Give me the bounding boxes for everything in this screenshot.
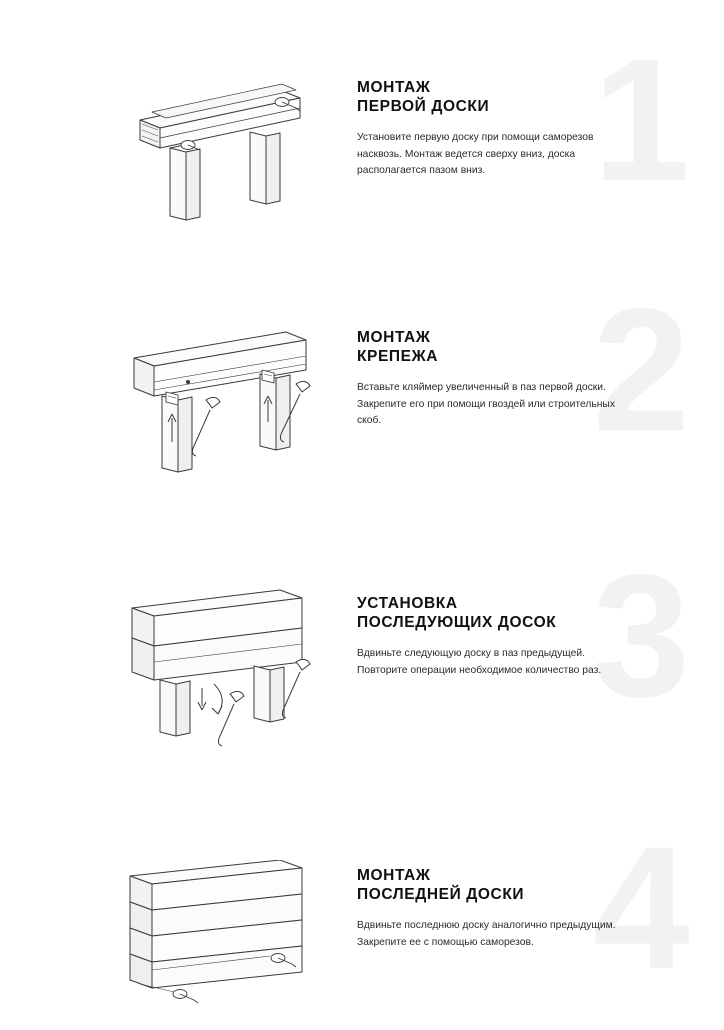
illustration-step-2: [110, 322, 335, 502]
step-2: [110, 242, 684, 502]
step-4-title: [357, 866, 678, 904]
step-4-text: [335, 811, 684, 1006]
step-3-body: Вдвиньте следующую доску в паз предыдущей. Повторите операции необходимое количество раз.: [357, 648, 602, 676]
step-1-title: [357, 78, 678, 116]
step-4-body: Вдвиньте последнюю доску аналогично предыдущим. Закрепите ее с помощью саморезов.: [357, 920, 616, 948]
step-1-text: [335, 23, 684, 218]
step-2-title-line1: МОНТАЖ: [357, 329, 431, 346]
step-3: [110, 502, 684, 768]
step-4-title-line2: ПОСЛЕДНЕЙ ДОСКИ: [357, 886, 525, 903]
illustration-step-1: [110, 72, 335, 242]
step-3-title: [357, 594, 678, 632]
step-4: [110, 768, 684, 1030]
step-2-body: Вставьте кляймер увеличенный в паз первой доски. Закрепите его при помощи гвоздей или строительных скоб.: [357, 382, 615, 426]
illustration-step-4: [110, 860, 335, 1030]
step-2-title: [357, 328, 678, 366]
step-2-title-line2: КРЕПЕЖА: [357, 348, 439, 365]
step-2-number: 2: [592, 273, 684, 468]
step-4-number: 4: [592, 811, 684, 1006]
step-1-number: 1: [592, 23, 684, 218]
step-3-title-line1: УСТАНОВКА: [357, 595, 458, 612]
step-3-number: 3: [592, 539, 684, 734]
illustration-step-3: [110, 588, 335, 768]
step-3-text: [335, 539, 684, 734]
step-1-body: Установите первую доску при помощи саморезов насквозь. Монтаж ведется сверху вниз, доска располагается пазом вниз.: [357, 132, 594, 176]
step-2-text: [335, 273, 684, 468]
step-1: [110, 0, 684, 242]
step-3-title-line2: ПОСЛЕДУЮЩИХ ДОСОК: [357, 614, 557, 631]
step-1-title-line2: ПЕРВОЙ ДОСКИ: [357, 98, 490, 115]
step-4-title-line1: МОНТАЖ: [357, 867, 431, 884]
step-1-title-line1: МОНТАЖ: [357, 79, 431, 96]
